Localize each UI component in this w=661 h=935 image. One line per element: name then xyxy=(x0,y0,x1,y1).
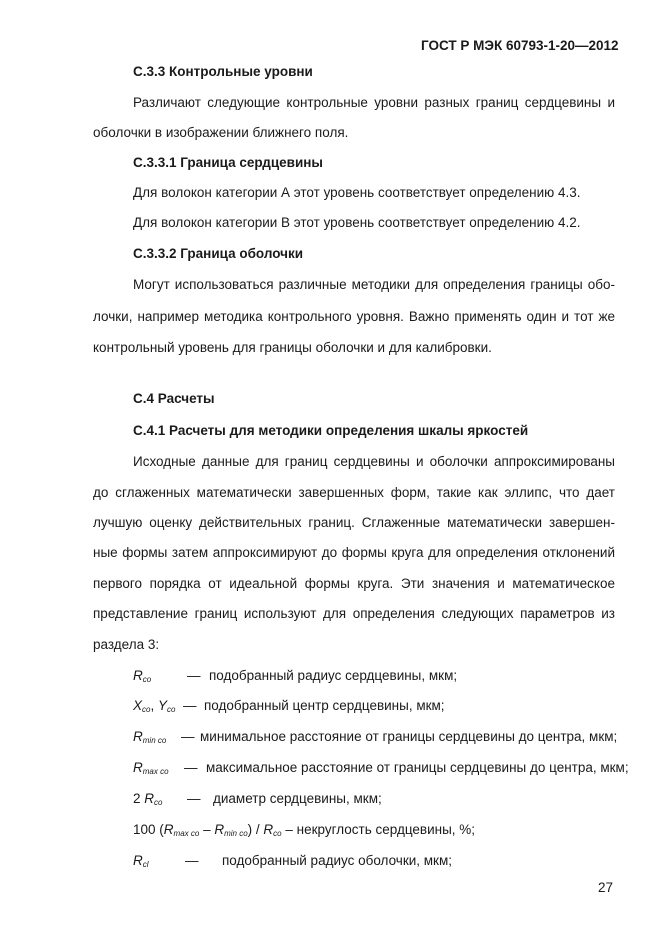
subscript: min co xyxy=(142,736,167,745)
page-number: 27 xyxy=(598,880,614,895)
param-rcl-dash: — xyxy=(185,853,199,868)
c332-line2: лочки, например методика контрольного уровня. Важно применять один и тот же xyxy=(93,309,615,324)
c41-line7: раздела 3: xyxy=(93,637,160,652)
formula-prefix: 100 ( xyxy=(133,822,164,837)
c41-line5: первого порядка от идеальной формы круга. Эти значения и математическое xyxy=(93,576,615,591)
section-c41-title: С.4.1 Расчеты для методики определения шкалы яркостей xyxy=(133,423,529,438)
subscript: max co xyxy=(173,829,200,838)
symbol-r: R xyxy=(144,791,155,806)
dash: – xyxy=(281,822,297,837)
section-c33-title: С.3.3 Контрольные уровни xyxy=(133,64,313,79)
subscript: cl xyxy=(142,860,149,869)
param-noncircularity xyxy=(133,822,475,838)
separator: , xyxy=(150,698,155,713)
symbol-r: R xyxy=(214,822,225,837)
symbol-x: X xyxy=(133,698,143,713)
symbol-y: Y xyxy=(158,698,168,713)
symbol-r: R xyxy=(263,822,274,837)
param-rco-desc: подобранный радиус сердцевины, мкм; xyxy=(209,668,458,683)
param-xyco xyxy=(133,698,175,714)
param-rmax-desc: максимальное расстояние от границы сердцевины до центра, мкм; xyxy=(206,760,629,775)
c331-category-a: Для волокон категории А этот уровень соответствует определению 4.3. xyxy=(133,185,581,200)
c41-line2: до сглаженных математически завершенных форм, такие как эллипс, что дает xyxy=(93,485,615,500)
subscript: max co xyxy=(142,767,169,776)
param-rmax xyxy=(133,760,169,776)
symbol-r: R xyxy=(133,853,143,868)
param-rcl xyxy=(133,853,149,869)
subscript: co xyxy=(142,705,151,714)
subscript: min co xyxy=(224,829,248,838)
section-c331-title: С.3.3.1 Граница сердцевины xyxy=(133,155,323,170)
c41-line3: лучшую оценку действительных границ. Сглаженные математически завершен- xyxy=(93,515,615,530)
param-xyco-desc: подобранный центр сердцевины, мкм; xyxy=(204,698,445,713)
param-xyco-dash: — xyxy=(183,698,197,713)
c33-para-line2: оболочки в изображении ближнего поля. xyxy=(93,125,349,140)
symbol-r: R xyxy=(133,729,143,744)
param-rmax-dash: — xyxy=(184,760,198,775)
coefficient: 2 xyxy=(133,791,141,806)
subscript: co xyxy=(142,675,152,684)
param-rmin-desc: минимальное расстояние от границы сердцевины до центра, мкм; xyxy=(200,729,618,744)
c41-line6: представление границ используют для определения следующих параметров из xyxy=(93,606,615,621)
param-noncircularity-desc: некруглость сердцевины, %; xyxy=(296,822,476,837)
c41-line4: ные формы затем аппроксимируют до формы круга для определения отклонений xyxy=(93,545,615,560)
param-rcl-desc: подобранный радиус оболочки, мкм; xyxy=(222,853,452,868)
symbol-r: R xyxy=(133,668,143,683)
param-diameter xyxy=(133,791,162,807)
section-c4-title: С.4 Расчеты xyxy=(133,391,215,406)
param-diameter-dash: — xyxy=(187,791,201,806)
symbol-r: R xyxy=(133,760,143,775)
c332-line3: контрольный уровень для границы оболочки и для калибровки. xyxy=(93,340,492,355)
param-rco xyxy=(133,668,151,684)
subscript: co xyxy=(167,705,176,714)
c332-line1: Могут использоваться различные методики для определения границы обо- xyxy=(133,277,615,292)
formula-divider: ) / xyxy=(247,822,264,837)
c331-category-b: Для волокон категории В этот уровень соответствует определению 4.2. xyxy=(133,215,581,230)
c41-line1: Исходные данные для границ сердцевины и оболочки аппроксимированы xyxy=(133,454,615,469)
minus: – xyxy=(199,822,215,837)
subscript: co xyxy=(273,829,282,838)
symbol-r: R xyxy=(163,822,174,837)
subscript: co xyxy=(154,798,163,807)
c33-para-line1: Различают следующие контрольные уровни разных границ сердцевины и xyxy=(133,95,615,110)
param-rmin xyxy=(133,729,166,745)
param-rco-dash: — xyxy=(187,668,201,683)
param-rmin-dash: — xyxy=(181,729,195,744)
section-c332-title: С.3.3.2 Граница оболочки xyxy=(133,246,304,261)
param-diameter-desc: диаметр сердцевины, мкм; xyxy=(213,791,382,806)
document-code: ГОСТ Р МЭК 60793-1-20—2012 xyxy=(421,38,619,53)
